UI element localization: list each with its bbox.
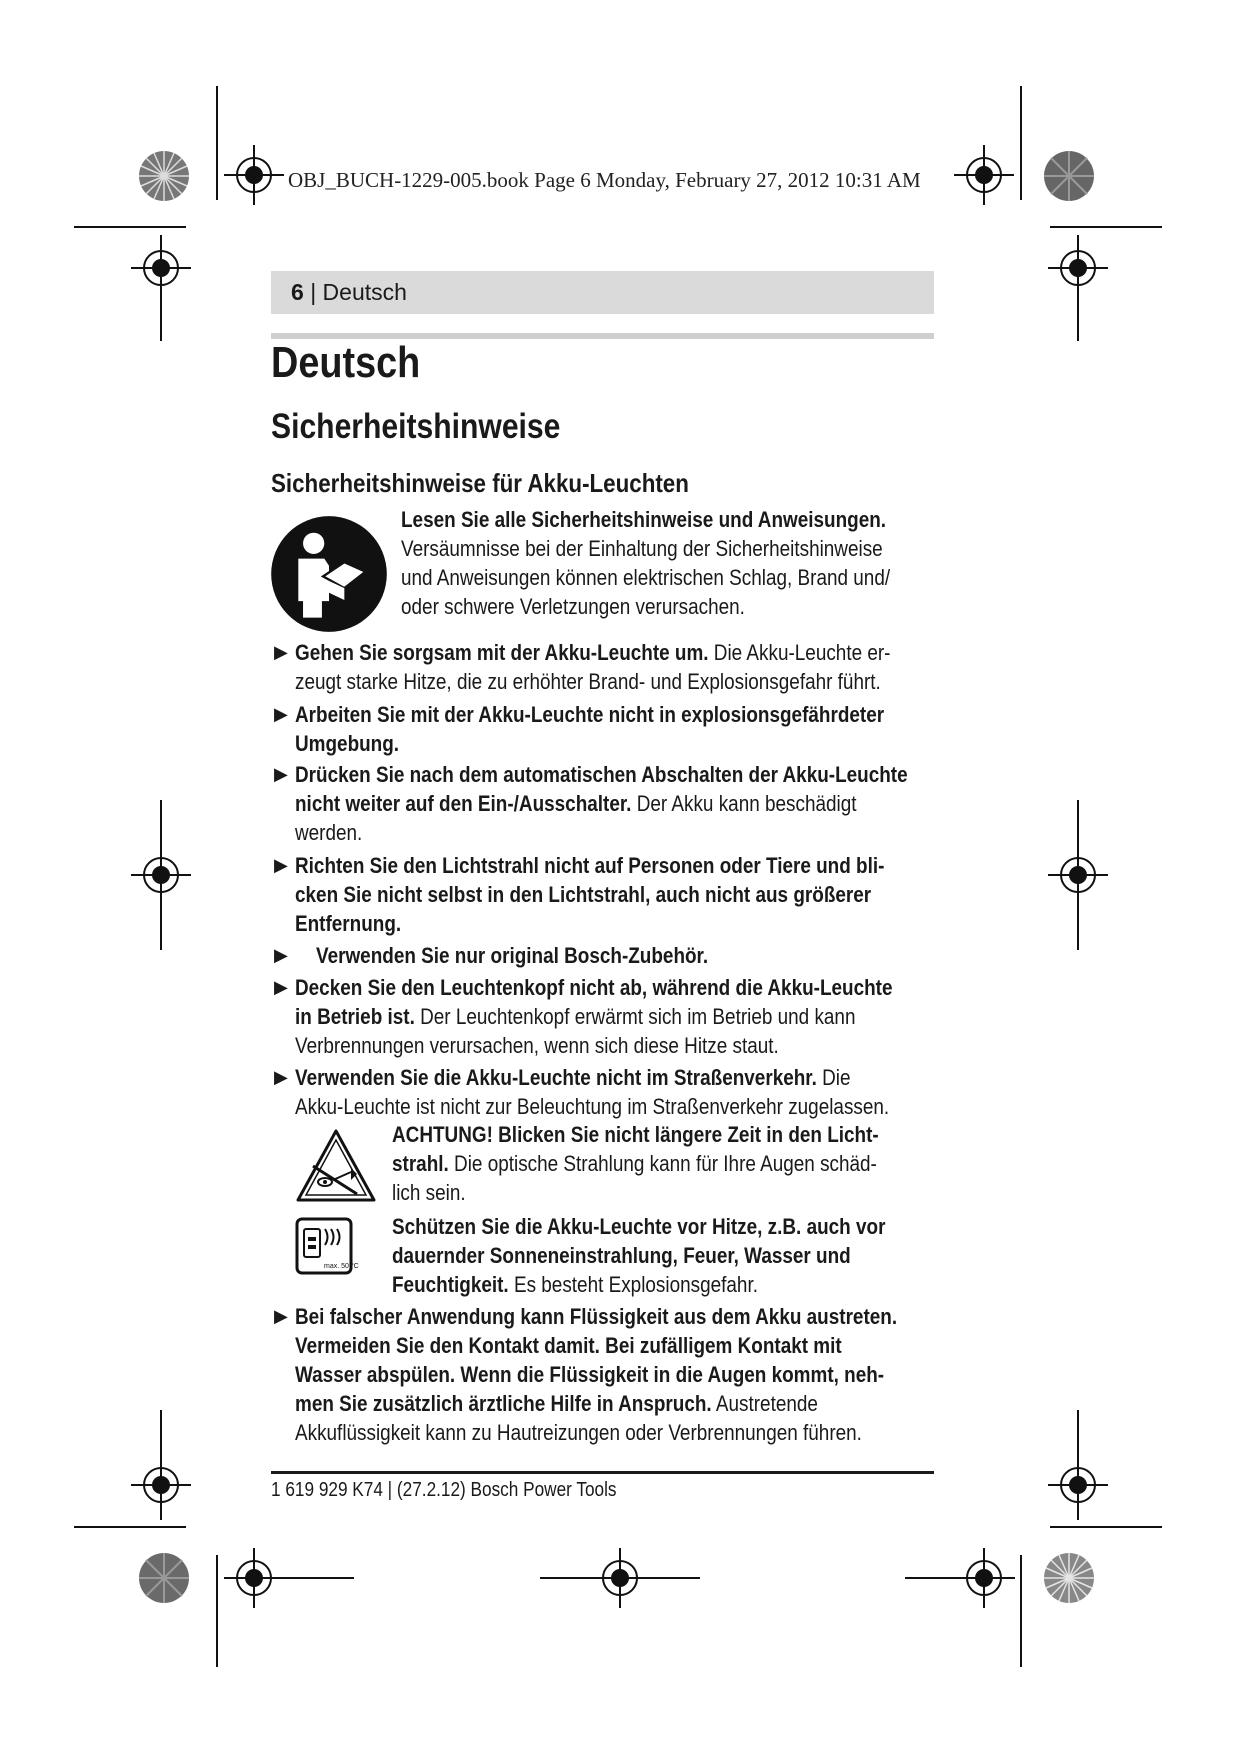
warning-text-bold: Schützen Sie die Akku-Leuchte vor Hitze, z.B. auch vor: [392, 1214, 886, 1239]
bullet-text: Der Akku kann beschädigt: [631, 791, 857, 816]
registration-mark-icon: [131, 238, 191, 298]
bullet-text: Austretende: [711, 1391, 818, 1416]
bullet-text-bold: Decken Sie den Leuchtenkopf nicht ab, während die Akku-Leuchte: [295, 975, 893, 1000]
registration-mark-icon: [1048, 238, 1108, 298]
bullet-text: Akku-Leuchte ist nicht zur Beleuchtung im Straßenverkehr zugelassen.: [295, 1094, 890, 1119]
warning-text: Die optische Strahlung kann für Ihre Augen schäd-: [448, 1151, 877, 1176]
intro-line: oder schwere Verletzungen verursachen.: [401, 594, 745, 619]
bullet-item: [295, 851, 962, 938]
bullet-item: [295, 760, 962, 847]
color-calibration-disc-icon: [1043, 1552, 1095, 1604]
bullet-item: [295, 700, 962, 758]
registration-mark-icon: [131, 845, 191, 905]
bullet-arrow-icon: ▶: [274, 642, 288, 662]
bullet-text: Die: [816, 1065, 851, 1090]
bullet-arrow-icon: ▶: [274, 945, 288, 965]
page-number: 6: [291, 279, 304, 305]
bullet-text: zeugt starke Hitze, die zu erhöhter Brand- und Explosionsgefahr führt.: [295, 669, 881, 694]
bullet-item: [295, 1063, 962, 1121]
laser-light-warning-icon: [295, 1128, 377, 1204]
warning-text-bold: ACHTUNG! Blicken Sie nicht längere Zeit in den Licht-: [392, 1122, 879, 1147]
bullet-text: Die Akku-Leuchte er-: [708, 640, 891, 665]
bullet-text-bold: Wasser abspülen. Wenn die Flüssigkeit in die Augen kommt, neh-: [295, 1362, 885, 1387]
intro-paragraph: [401, 505, 917, 621]
bullet-text: werden.: [295, 820, 363, 845]
intro-line: Versäumnisse bei der Einhaltung der Sicherheitshinweise: [401, 536, 883, 561]
bullet-text-bold: Bei falscher Anwendung kann Flüssigkeit aus dem Akku austreten.: [295, 1304, 898, 1329]
bullet-item: [316, 941, 961, 970]
registration-mark-icon: [1048, 845, 1108, 905]
color-calibration-disc-icon: [138, 1552, 190, 1604]
bullet-text-bold: Drücken Sie nach dem automatischen Abschalten der Akku-Leuchte: [295, 762, 908, 787]
intro-line: und Anweisungen können elektrischen Schlag, Brand und/: [401, 565, 891, 590]
bullet-arrow-icon: ▶: [274, 1067, 288, 1087]
bullet-arrow-icon: ▶: [274, 764, 288, 784]
bullet-text-bold: Vermeiden Sie den Kontakt damit. Bei zufälligem Kontakt mit: [295, 1333, 842, 1358]
warning-text-bold: strahl.: [392, 1151, 449, 1176]
footer-divider: [271, 1471, 934, 1474]
bullet-text-bold: men Sie zusätzlich ärztliche Hilfe in Anspruch.: [295, 1391, 712, 1416]
bullet-arrow-icon: ▶: [274, 1306, 288, 1326]
bullet-text-bold: Richten Sie den Lichtstrahl nicht auf Personen oder Tiere und bli-: [295, 853, 885, 878]
bullet-text-bold: Verwenden Sie die Akku-Leuchte nicht im Straßenverkehr.: [295, 1065, 817, 1090]
color-calibration-disc-icon: [1043, 150, 1095, 202]
bullet-text: Verbrennungen verursachen, wenn sich diese Hitze staut.: [295, 1033, 779, 1058]
warning-text-bold: dauernder Sonneneinstrahlung, Feuer, Wasser und: [392, 1243, 851, 1268]
heat-warning-text: [392, 1212, 942, 1299]
read-manual-icon: [270, 515, 388, 633]
page-running-header: [271, 271, 934, 314]
registration-mark-icon: [131, 1455, 191, 1515]
heat-icon-label: max. 50 °C: [324, 1263, 359, 1270]
sub-heading: Sicherheitshinweise für Akku-Leuchten: [271, 468, 689, 498]
bullet-text-bold: Umgebung.: [295, 731, 400, 756]
running-header-section: | Deutsch: [310, 279, 407, 305]
bullet-text-bold: in Betrieb ist.: [295, 1004, 415, 1029]
light-warning-text: [392, 1120, 942, 1207]
bullet-text: Akkuflüssigkeit kann zu Hautreizungen oder Verbrennungen führen.: [295, 1420, 862, 1445]
bullet-text-bold: Arbeiten Sie mit der Akku-Leuchte nicht in explosionsgefährdeter: [295, 702, 885, 727]
bullet-item: [295, 638, 962, 696]
bullet-text-bold: cken Sie nicht selbst in den Lichtstrahl, auch nicht aus größerer: [295, 882, 872, 907]
bullet-text-bold: Entfernung.: [295, 911, 402, 936]
print-slug-header: OBJ_BUCH-1229-005.book Page 6 Monday, February 27, 2012 10:31 AM: [288, 168, 921, 192]
registration-mark-icon: [1048, 1455, 1108, 1515]
warning-text: lich sein.: [392, 1180, 466, 1205]
warning-text: Es besteht Explosionsgefahr.: [508, 1272, 758, 1297]
bullet-item: [295, 1302, 962, 1447]
page-title: Deutsch: [271, 338, 421, 387]
bullet-arrow-icon: ▶: [274, 855, 288, 875]
warning-text-bold: Feuchtigkeit.: [392, 1272, 509, 1297]
bullet-text-bold: Gehen Sie sorgsam mit der Akku-Leuchte um.: [295, 640, 709, 665]
bullet-arrow-icon: ▶: [274, 704, 288, 724]
bullet-item: [295, 973, 962, 1060]
registration-mark-icon: [224, 145, 284, 205]
color-calibration-disc-icon: [138, 150, 190, 202]
heat-protection-icon: [295, 1217, 359, 1275]
bullet-arrow-icon: ▶: [274, 977, 288, 997]
section-heading: Sicherheitshinweise: [271, 407, 561, 446]
intro-bold: Lesen Sie alle Sicherheitshinweise und Anweisungen.: [401, 507, 887, 532]
bullet-text: Der Leuchtenkopf erwärmt sich im Betrieb und kann: [414, 1004, 856, 1029]
page-footer: 1 619 929 K74 | (27.2.12) Bosch Power Tools: [271, 1479, 617, 1501]
bullet-text-bold: Verwenden Sie nur original Bosch-Zubehör.: [316, 943, 709, 968]
bullet-text-bold: nicht weiter auf den Ein-/Ausschalter.: [295, 791, 632, 816]
